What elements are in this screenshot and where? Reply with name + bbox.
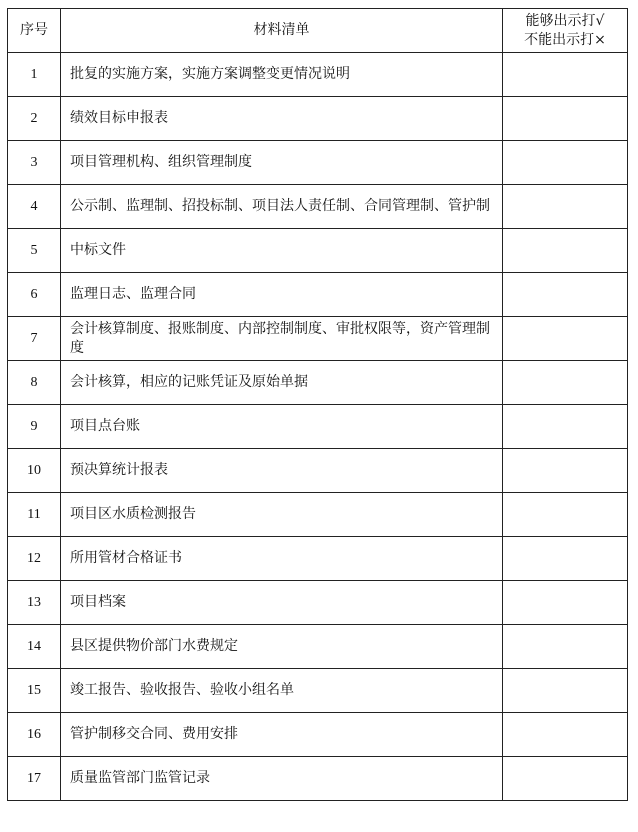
mark-cell[interactable]: [503, 493, 628, 537]
material-item: 项目管理机构、组织管理制度: [61, 141, 503, 185]
header-mark: [503, 9, 628, 53]
table-row: [8, 53, 628, 97]
header-no: 序号: [8, 9, 61, 53]
row-number: 6: [8, 273, 61, 317]
table-row: [8, 493, 628, 537]
material-item: 项目档案: [61, 581, 503, 625]
table-row: [8, 757, 628, 801]
materials-table: [7, 8, 628, 801]
table-row: [8, 625, 628, 669]
mark-cell[interactable]: [503, 53, 628, 97]
mark-cell[interactable]: [503, 405, 628, 449]
material-item: 会计核算制度、报账制度、内部控制制度、审批权限等，资产管理制度: [61, 317, 503, 361]
row-number: 4: [8, 185, 61, 229]
table-header: [8, 9, 628, 53]
mark-cell[interactable]: [503, 361, 628, 405]
mark-cell[interactable]: [503, 625, 628, 669]
row-number: 13: [8, 581, 61, 625]
material-item: 县区提供物价部门水费规定: [61, 625, 503, 669]
row-number: 10: [8, 449, 61, 493]
mark-cell[interactable]: [503, 669, 628, 713]
table-body: [8, 53, 628, 801]
row-number: 12: [8, 537, 61, 581]
table-row: [8, 669, 628, 713]
mark-cell[interactable]: [503, 97, 628, 141]
material-item: 公示制、监理制、招投标制、项目法人责任制、合同管理制、管护制: [61, 185, 503, 229]
row-number: 1: [8, 53, 61, 97]
row-number: 2: [8, 97, 61, 141]
table-row: [8, 97, 628, 141]
row-number: 9: [8, 405, 61, 449]
mark-cell[interactable]: [503, 141, 628, 185]
mark-cell[interactable]: [503, 449, 628, 493]
header-mark-can-show: 能够出示打√: [525, 12, 605, 29]
mark-cell[interactable]: [503, 229, 628, 273]
row-number: 15: [8, 669, 61, 713]
table-row: [8, 273, 628, 317]
material-item: 质量监管部门监管记录: [61, 757, 503, 801]
material-item: 竣工报告、验收报告、验收小组名单: [61, 669, 503, 713]
mark-cell[interactable]: [503, 273, 628, 317]
row-number: 3: [8, 141, 61, 185]
table-row: [8, 229, 628, 273]
mark-cell[interactable]: [503, 713, 628, 757]
mark-cell[interactable]: [503, 185, 628, 229]
table-row: [8, 141, 628, 185]
material-item: 中标文件: [61, 229, 503, 273]
table-row: [8, 405, 628, 449]
material-item: 项目点台账: [61, 405, 503, 449]
table-row: [8, 713, 628, 757]
mark-cell[interactable]: [503, 757, 628, 801]
row-number: 16: [8, 713, 61, 757]
row-number: 17: [8, 757, 61, 801]
row-number: 7: [8, 317, 61, 361]
table-row: [8, 185, 628, 229]
row-number: 14: [8, 625, 61, 669]
header-mark-cannot-show: 不能出示打×: [524, 31, 606, 48]
material-item: 监理日志、监理合同: [61, 273, 503, 317]
table-row: [8, 449, 628, 493]
material-item: 项目区水质检测报告: [61, 493, 503, 537]
material-item: 所用管材合格证书: [61, 537, 503, 581]
header-material-list: 材料清单: [61, 9, 503, 53]
row-number: 11: [8, 493, 61, 537]
mark-cell[interactable]: [503, 317, 628, 361]
row-number: 5: [8, 229, 61, 273]
mark-cell[interactable]: [503, 537, 628, 581]
material-item: 绩效目标申报表: [61, 97, 503, 141]
materials-checklist: [7, 8, 628, 801]
header-row: [8, 9, 628, 53]
table-row: [8, 537, 628, 581]
table-row: [8, 581, 628, 625]
material-item: 预决算统计报表: [61, 449, 503, 493]
mark-cell[interactable]: [503, 581, 628, 625]
table-row: [8, 361, 628, 405]
row-number: 8: [8, 361, 61, 405]
material-item: 批复的实施方案，实施方案调整变更情况说明: [61, 53, 503, 97]
material-item: 管护制移交合同、费用安排: [61, 713, 503, 757]
material-item: 会计核算，相应的记账凭证及原始单据: [61, 361, 503, 405]
table-row: [8, 317, 628, 361]
